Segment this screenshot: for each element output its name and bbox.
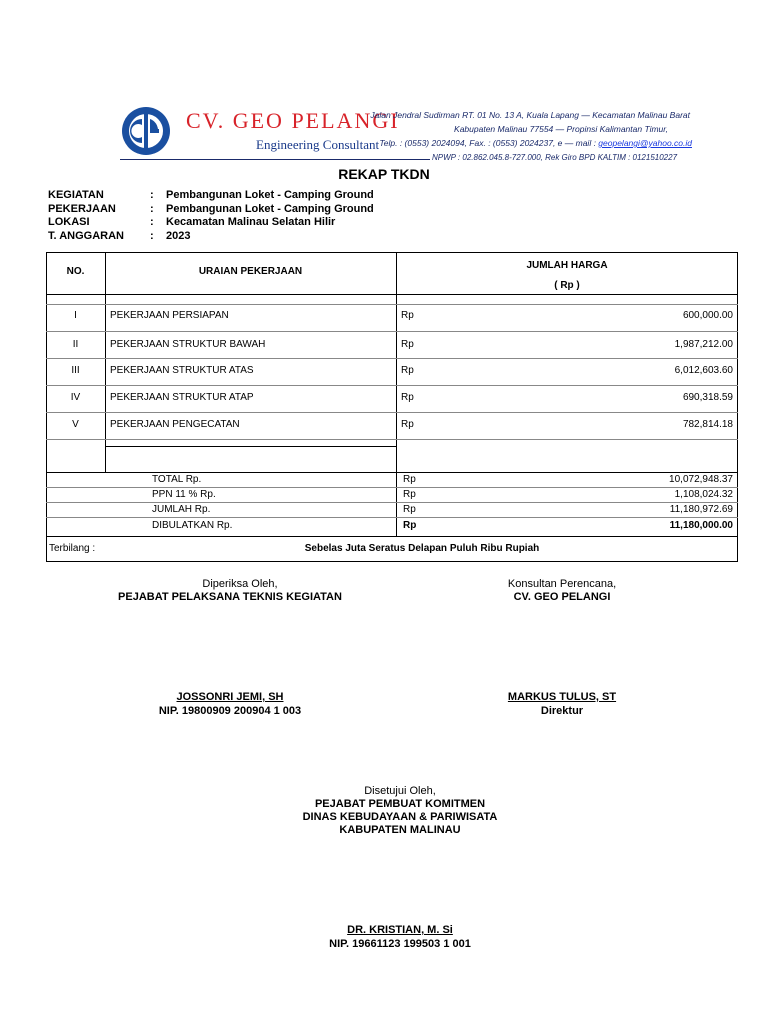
row-line xyxy=(46,412,738,413)
npwp-line: NPWP : 02.862.045.8-727.000, Rek Giro BPD KALTIM : 0121510227 xyxy=(432,153,678,162)
row-no: I xyxy=(74,310,77,321)
row-line xyxy=(105,446,396,447)
row-no: II xyxy=(72,339,79,350)
row-uraian: PEKERJAAN PERSIAPAN xyxy=(110,310,229,321)
left-sign-intro: Diperiksa Oleh, xyxy=(202,578,278,590)
info-row-pekerjaan xyxy=(0,203,768,217)
row-line xyxy=(46,502,738,503)
info-colon: : xyxy=(150,203,154,215)
info-value: Pembangunan Loket - Camping Ground xyxy=(166,189,374,201)
header-divider xyxy=(120,159,430,160)
jumlah-currency: Rp xyxy=(403,504,416,515)
table-row xyxy=(0,339,768,353)
jumlah-amount: 11,180,972.69 xyxy=(669,504,733,515)
dibulatkan-currency: Rp xyxy=(403,520,417,531)
document-title: REKAP TKDN xyxy=(338,166,430,182)
company-subtitle: Engineering Consultant xyxy=(256,137,380,152)
left-sign-nip: NIP. 19800909 200904 1 003 xyxy=(158,705,302,717)
address-line-3 xyxy=(379,138,692,148)
info-value: Pembangunan Loket - Camping Ground xyxy=(166,203,374,215)
info-value: Kecamatan Malinau Selatan Hilir xyxy=(166,216,336,228)
row-amount: 600,000.00 xyxy=(682,310,733,321)
info-row-anggaran xyxy=(0,230,768,244)
row-currency: Rp xyxy=(401,419,414,430)
bottom-sign-name: DR. KRISTIAN, M. Si xyxy=(347,924,453,936)
row-amount: 782,814.18 xyxy=(682,419,733,430)
info-value: 2023 xyxy=(166,230,191,242)
header-unit: ( Rp ) xyxy=(554,280,580,291)
info-label: KEGIATAN xyxy=(48,189,104,201)
total-currency: Rp xyxy=(403,474,416,485)
dibulatkan-label: DIBULATKAN Rp. xyxy=(152,520,233,531)
company-logo xyxy=(120,105,172,157)
header-bottom-line xyxy=(46,294,738,295)
right-sign-name: MARKUS TULUS, ST xyxy=(507,691,617,703)
row-amount: 1,987,212.00 xyxy=(674,339,733,350)
row-uraian: PEKERJAAN PENGECATAN xyxy=(110,419,240,430)
row-no: V xyxy=(72,419,79,430)
row-line xyxy=(46,385,738,386)
row-amount: 6,012,603.60 xyxy=(674,365,733,376)
row-currency: Rp xyxy=(401,310,414,321)
row-line xyxy=(46,331,738,332)
jumlah-label: JUMLAH Rp. xyxy=(152,504,211,515)
ppn-row xyxy=(0,489,768,502)
company-name: CV. GEO PELANGI xyxy=(186,108,400,133)
table-row xyxy=(0,392,768,406)
info-row-kegiatan xyxy=(0,189,768,203)
info-colon: : xyxy=(150,230,154,242)
row-line xyxy=(46,487,738,488)
row-line xyxy=(46,517,738,518)
row-currency: Rp xyxy=(401,365,414,376)
contact-phone-fax: Telp. : (0553) 2024094, Fax. : (0553) 2024237, e — mail : xyxy=(379,138,599,148)
dibulatkan-row xyxy=(0,520,768,534)
email-link[interactable]: geopelangi@yahoo.co.id xyxy=(598,138,692,148)
bottom-sign-role-3: KABUPATEN MALINAU xyxy=(339,824,461,836)
right-sign-title: Direktur xyxy=(540,705,584,717)
row-line xyxy=(46,304,738,305)
right-sign-role: CV. GEO PELANGI xyxy=(513,591,611,603)
row-uraian: PEKERJAAN STRUKTUR ATAP xyxy=(110,392,254,403)
row-uraian: PEKERJAAN STRUKTUR BAWAH xyxy=(110,339,266,350)
header-no: NO. xyxy=(66,266,85,277)
address-line-1: Jalan Jendral Sudirman RT. 01 No. 13 A, Kuala Lapang — Kecamatan Malinau Barat xyxy=(370,110,690,120)
bottom-sign-nip: NIP. 19661123 199503 1 001 xyxy=(329,938,471,950)
info-row-lokasi xyxy=(0,216,768,230)
terbilang-top-line xyxy=(46,536,738,537)
ppn-currency: Rp xyxy=(403,489,416,500)
row-currency: Rp xyxy=(401,392,414,403)
table-row xyxy=(0,310,768,324)
total-amount: 10,072,948.37 xyxy=(669,474,733,485)
info-colon: : xyxy=(150,216,154,228)
table-row xyxy=(0,365,768,379)
totals-top-line xyxy=(46,472,738,473)
ppn-amount: 1,108,024.32 xyxy=(674,489,733,500)
info-label: PEKERJAAN xyxy=(48,203,116,215)
bottom-sign-role-2: DINAS KEBUDAYAAN & PARIWISATA xyxy=(302,811,498,823)
header-uraian: URAIAN PEKERJAAN xyxy=(198,266,303,277)
bottom-sign-role-1: PEJABAT PEMBUAT KOMITMEN xyxy=(314,798,486,810)
jumlah-row xyxy=(0,504,768,517)
terbilang-label: Terbilang : xyxy=(49,543,96,554)
header-jumlah-harga: JUMLAH HARGA xyxy=(526,260,608,271)
address-line-2: Kabupaten Malinau 77554 — Propinsi Kalimantan Timur, xyxy=(454,124,668,134)
info-label: T. ANGGARAN xyxy=(48,230,124,242)
ppn-label: PPN 11 % Rp. xyxy=(152,489,216,500)
terbilang-value: Sebelas Juta Seratus Delapan Puluh Ribu Rupiah xyxy=(304,543,540,554)
total-row xyxy=(0,474,768,487)
right-sign-intro: Konsultan Perencana, xyxy=(507,578,617,590)
left-sign-role: PEJABAT PELAKSANA TEKNIS KEGIATAN xyxy=(118,591,342,603)
row-no: III xyxy=(71,365,80,376)
row-no: IV xyxy=(70,392,81,403)
left-sign-name: JOSSONRI JEMI, SH xyxy=(176,691,284,703)
table-row xyxy=(0,419,768,433)
row-uraian: PEKERJAAN STRUKTUR ATAS xyxy=(110,365,254,376)
row-line xyxy=(46,358,738,359)
total-label: TOTAL Rp. xyxy=(152,474,202,485)
bottom-sign-intro: Disetujui Oleh, xyxy=(364,785,436,797)
row-amount: 690,318.59 xyxy=(682,392,733,403)
dibulatkan-amount: 11,180,000.00 xyxy=(669,520,733,531)
row-line xyxy=(46,439,738,440)
info-label: LOKASI xyxy=(48,216,90,228)
row-currency: Rp xyxy=(401,339,414,350)
info-colon: : xyxy=(150,189,154,201)
